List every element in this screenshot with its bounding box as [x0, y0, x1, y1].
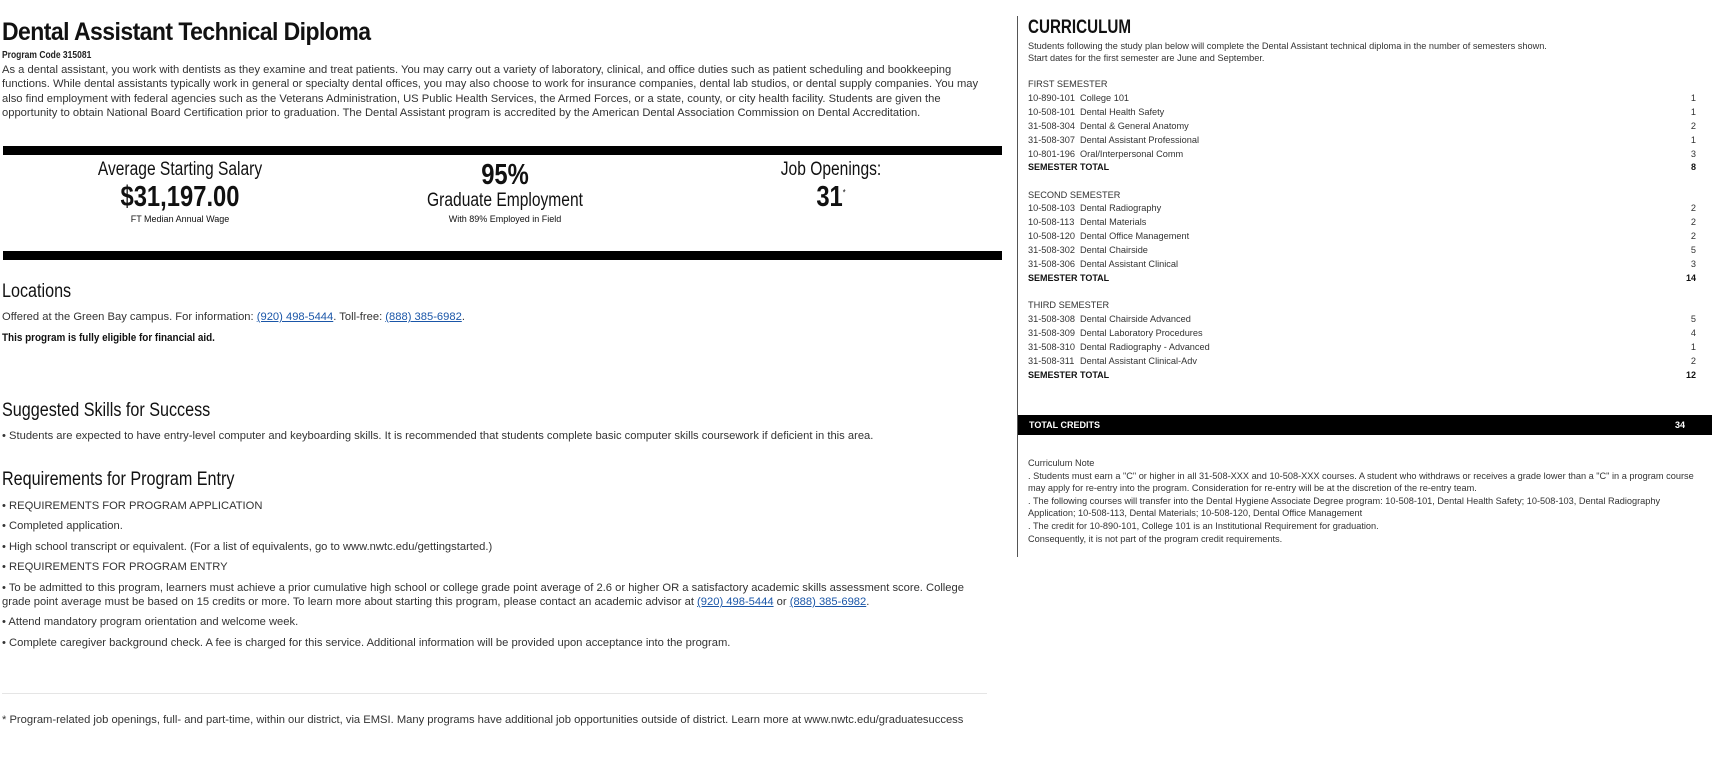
curriculum-intro-line: Start dates for the first semester are June and September. — [1028, 53, 1265, 64]
semester-total-label: SEMESTER TOTAL — [1028, 369, 1110, 380]
locations-section — [2, 281, 502, 344]
course-credits: 1 — [1690, 92, 1696, 103]
employment-sub: With 89% Employed in Field — [448, 214, 562, 224]
course-row — [1028, 355, 1696, 369]
total-credits-bar — [1018, 415, 1712, 435]
course-credits: 2 — [1690, 217, 1696, 228]
total-credits-label: TOTAL CREDITS — [1029, 420, 1101, 430]
course-info — [1028, 216, 1146, 230]
semester-total-label: SEMESTER TOTAL — [1028, 272, 1110, 283]
course-credits: 3 — [1690, 259, 1696, 270]
openings-value: 31 — [816, 181, 843, 213]
gpa-period: . — [866, 596, 870, 609]
employment-label: Graduate Employment — [427, 190, 583, 211]
course-row — [1028, 148, 1696, 162]
course-title: Dental Laboratory Procedures — [1080, 327, 1203, 338]
salary-sub: FT Median Annual Wage — [130, 214, 230, 224]
course-title: Dental Assistant Clinical — [1080, 259, 1179, 270]
course-code: 31-508-309 — [1028, 327, 1075, 338]
course-credits: 5 — [1690, 313, 1696, 324]
course-code: 10-508-120 — [1028, 231, 1075, 242]
course-row — [1028, 106, 1696, 120]
course-code: 31-508-310 — [1028, 341, 1075, 352]
locations-text — [2, 310, 482, 324]
course-info — [1028, 258, 1178, 272]
semester-title: SECOND SEMESTER — [1028, 189, 1121, 200]
locations-period: . — [461, 311, 465, 323]
requirement-item: • Attend mandatory program orientation and welcome week. — [2, 616, 299, 629]
course-row — [1028, 92, 1696, 106]
course-info — [1028, 230, 1189, 244]
course-row — [1028, 216, 1696, 230]
course-info — [1028, 106, 1164, 120]
course-code: 31-508-304 — [1028, 120, 1075, 131]
course-code: 10-508-101 — [1028, 106, 1075, 117]
skills-text: • Students are expected to have entry-level computer and keyboarding skills. It is recommended that students complete basic computer skills coursework if deficient in this area. — [2, 430, 874, 442]
course-row — [1028, 341, 1696, 355]
course-row — [1028, 134, 1696, 148]
requirement-item: • REQUIREMENTS FOR PROGRAM ENTRY — [2, 561, 228, 574]
advisor-phone-link-tollfree[interactable]: (888) 385-6982 — [789, 596, 867, 609]
semester-list — [1028, 78, 1713, 382]
course-credits: 2 — [1690, 203, 1696, 214]
total-credits-value: 34 — [1674, 420, 1685, 430]
course-row — [1028, 202, 1696, 216]
footer-divider — [2, 693, 987, 694]
requirements-heading: Requirements for Program Entry — [2, 469, 235, 490]
requirement-gpa — [2, 581, 992, 610]
course-code: 31-508-302 — [1028, 245, 1075, 256]
skills-heading: Suggested Skills for Success — [2, 400, 211, 421]
requirements-section — [2, 469, 992, 656]
requirement-item: • REQUIREMENTS FOR PROGRAM APPLICATION — [2, 500, 263, 512]
job-openings-footnote: * Program-related job openings, full- and part-time, within our district, via EMSI. Many programs have additional job opportunities outside of district. Learn more at www.nwtc.edu/graduatesuccess — [2, 714, 964, 726]
course-credits: 2 — [1690, 231, 1696, 242]
locations-heading: Locations — [2, 281, 72, 302]
skills-section — [2, 400, 992, 443]
semester-total-value: 14 — [1685, 272, 1696, 283]
course-info — [1028, 327, 1203, 341]
course-credits: 1 — [1690, 341, 1696, 352]
curriculum-intro — [1028, 40, 1713, 64]
curriculum-content — [1028, 16, 1713, 382]
course-code: 31-508-307 — [1028, 134, 1075, 145]
locations-tollfree-label: . Toll-free: — [333, 311, 386, 323]
course-info — [1028, 120, 1189, 134]
course-title: College 101 — [1080, 92, 1130, 103]
financial-aid-note: This program is fully eligible for financial aid. — [2, 332, 215, 345]
requirement-item: • High school transcript or equivalent. (For a list of equivalents, go to www.nwtc.edu/gettingstarted.) — [2, 540, 493, 553]
semester-total-label: SEMESTER TOTAL — [1028, 162, 1110, 173]
curriculum-note — [1028, 457, 1698, 545]
requirements-list — [2, 499, 992, 650]
curriculum-note-line: Consequently, it is not part of the program credit requirements. — [1028, 533, 1283, 544]
salary-label: Average Starting Salary — [97, 159, 263, 180]
course-info — [1028, 355, 1197, 369]
course-code: 31-508-311 — [1028, 355, 1075, 366]
curriculum-intro-line: Students following the study plan below will complete the Dental Assistant technical diploma in the number of semesters shown. — [1028, 41, 1547, 51]
course-title: Dental Radiography — [1080, 203, 1162, 214]
course-title: Dental Radiography - Advanced — [1080, 341, 1210, 352]
course-title: Dental Materials — [1080, 217, 1147, 228]
phone-link-tollfree[interactable]: (888) 385-6982 — [385, 311, 462, 323]
course-row — [1028, 244, 1696, 258]
curriculum-note-line: . Students must earn a "C" or higher in all 31-508-XXX and 10-508-XXX courses. A student who withdraws or receives a grade lower than a "C" in a program course may apply for re-entry into the program. Consideration for re-entry will be at the discretion of the re-entry team. — [1028, 470, 1694, 494]
openings-label: Job Openings: — [780, 159, 882, 180]
curriculum-note-line: . The following courses will transfer into the Dental Hygiene Associate Degree program: 10-508-101, Dental Health Safety; 10-508-103, Dental Radiography Application; 10-508-113, Dental Materials; 10-508-120, Dental Office Management — [1028, 495, 1661, 519]
openings-footnote-mark: * — [842, 187, 846, 198]
semester-block — [1028, 299, 1713, 382]
course-credits: 5 — [1690, 245, 1696, 256]
curriculum-panel — [1017, 16, 1714, 557]
course-code: 31-508-306 — [1028, 259, 1075, 270]
phone-link-local[interactable]: (920) 498-5444 — [256, 311, 334, 323]
openings-value-wrap — [708, 181, 954, 214]
course-title: Dental & General Anatomy — [1080, 120, 1189, 131]
program-code: Program Code 315081 — [2, 50, 92, 61]
semester-total-value: 12 — [1685, 369, 1696, 380]
course-credits: 1 — [1690, 106, 1696, 117]
course-info — [1028, 92, 1129, 106]
semester-title: THIRD SEMESTER — [1028, 300, 1110, 311]
course-credits: 1 — [1690, 134, 1696, 145]
course-row — [1028, 327, 1696, 341]
course-row — [1028, 230, 1696, 244]
course-title: Dental Health Safety — [1080, 106, 1165, 117]
semester-total-value: 8 — [1690, 162, 1696, 173]
course-credits: 2 — [1690, 120, 1696, 131]
course-title: Dental Chairside Advanced — [1080, 313, 1191, 324]
gpa-text: • To be admitted to this program, learners must achieve a prior cumulative high school or college grade point average of 2.6 or higher OR a satisfactory academic skills assessment score. College grade point average must be based on 15 credits or more. To learn more about starting this program, please contact an academic advisor at — [2, 581, 964, 609]
semester-block — [1028, 78, 1713, 175]
course-info — [1028, 148, 1183, 162]
course-title: Oral/Interpersonal Comm — [1080, 148, 1184, 159]
salary-stat — [30, 155, 330, 224]
course-credits: 2 — [1690, 355, 1696, 366]
employment-stat — [355, 155, 655, 224]
course-info — [1028, 134, 1199, 148]
openings-stat — [681, 155, 981, 214]
course-info — [1028, 202, 1161, 216]
curriculum-title: CURRICULUM — [1028, 17, 1132, 38]
stats-banner — [3, 146, 1002, 260]
semester-total-row — [1028, 272, 1696, 286]
course-info — [1028, 341, 1210, 355]
course-title: Dental Assistant Professional — [1080, 134, 1199, 145]
program-overview — [2, 14, 1002, 121]
course-credits: 3 — [1690, 148, 1696, 159]
course-row — [1028, 120, 1696, 134]
course-row — [1028, 258, 1696, 272]
locations-intro: Offered at the Green Bay campus. For information: — [2, 311, 257, 323]
course-title: Dental Office Management — [1080, 231, 1190, 242]
semester-total-row — [1028, 161, 1696, 175]
salary-value: $31,197.00 — [120, 181, 240, 213]
course-title: Dental Chairside — [1080, 245, 1148, 256]
employment-value: 95% — [481, 159, 529, 191]
program-title: Dental Assistant Technical Diploma — [2, 18, 371, 46]
course-code: 10-508-103 — [1028, 203, 1075, 214]
semester-total-row — [1028, 369, 1696, 383]
course-info — [1028, 313, 1191, 327]
gpa-or: or — [773, 596, 790, 609]
course-row — [1028, 313, 1696, 327]
course-credits: 4 — [1690, 327, 1696, 338]
course-code: 10-801-196 — [1028, 148, 1075, 159]
requirement-item: • Completed application. — [2, 520, 123, 533]
requirement-item: • Complete caregiver background check. A fee is charged for this service. Additional information will be provided upon acceptance into the program. — [2, 636, 731, 649]
course-title: Dental Assistant Clinical-Adv — [1080, 355, 1197, 366]
semester-block — [1028, 189, 1713, 286]
advisor-phone-link-local[interactable]: (920) 498-5444 — [697, 596, 774, 609]
course-code: 10-508-113 — [1028, 217, 1075, 228]
course-info — [1028, 244, 1148, 258]
curriculum-note-line: . The credit for 10-890-101, College 101 is an Institutional Requirement for graduation. — [1028, 520, 1379, 531]
program-description: As a dental assistant, you work with dentists as they examine and treat patients. You may carry out a variety of laboratory, clinical, and office duties such as patient scheduling and bookkeeping functions. While dental assistants typically work in general or specialty dental offices, you may also choose to work for insurance companies, dental lab studios, or dental supply companies. You may also find employment with federal agencies such as the Veterans Administration, US Public Health Services, the Armed Forces, or a state, county, or city health facility. Students are given the opportunity to obtain National Board Certification prior to graduation. The Dental Assistant program is accredited by the American Dental Association Commission on Dental Accreditation. — [2, 64, 979, 120]
course-code: 10-890-101 — [1028, 92, 1075, 103]
course-code: 31-508-308 — [1028, 313, 1075, 324]
semester-title: FIRST SEMESTER — [1028, 79, 1108, 90]
curriculum-note-title: Curriculum Note — [1028, 458, 1095, 468]
